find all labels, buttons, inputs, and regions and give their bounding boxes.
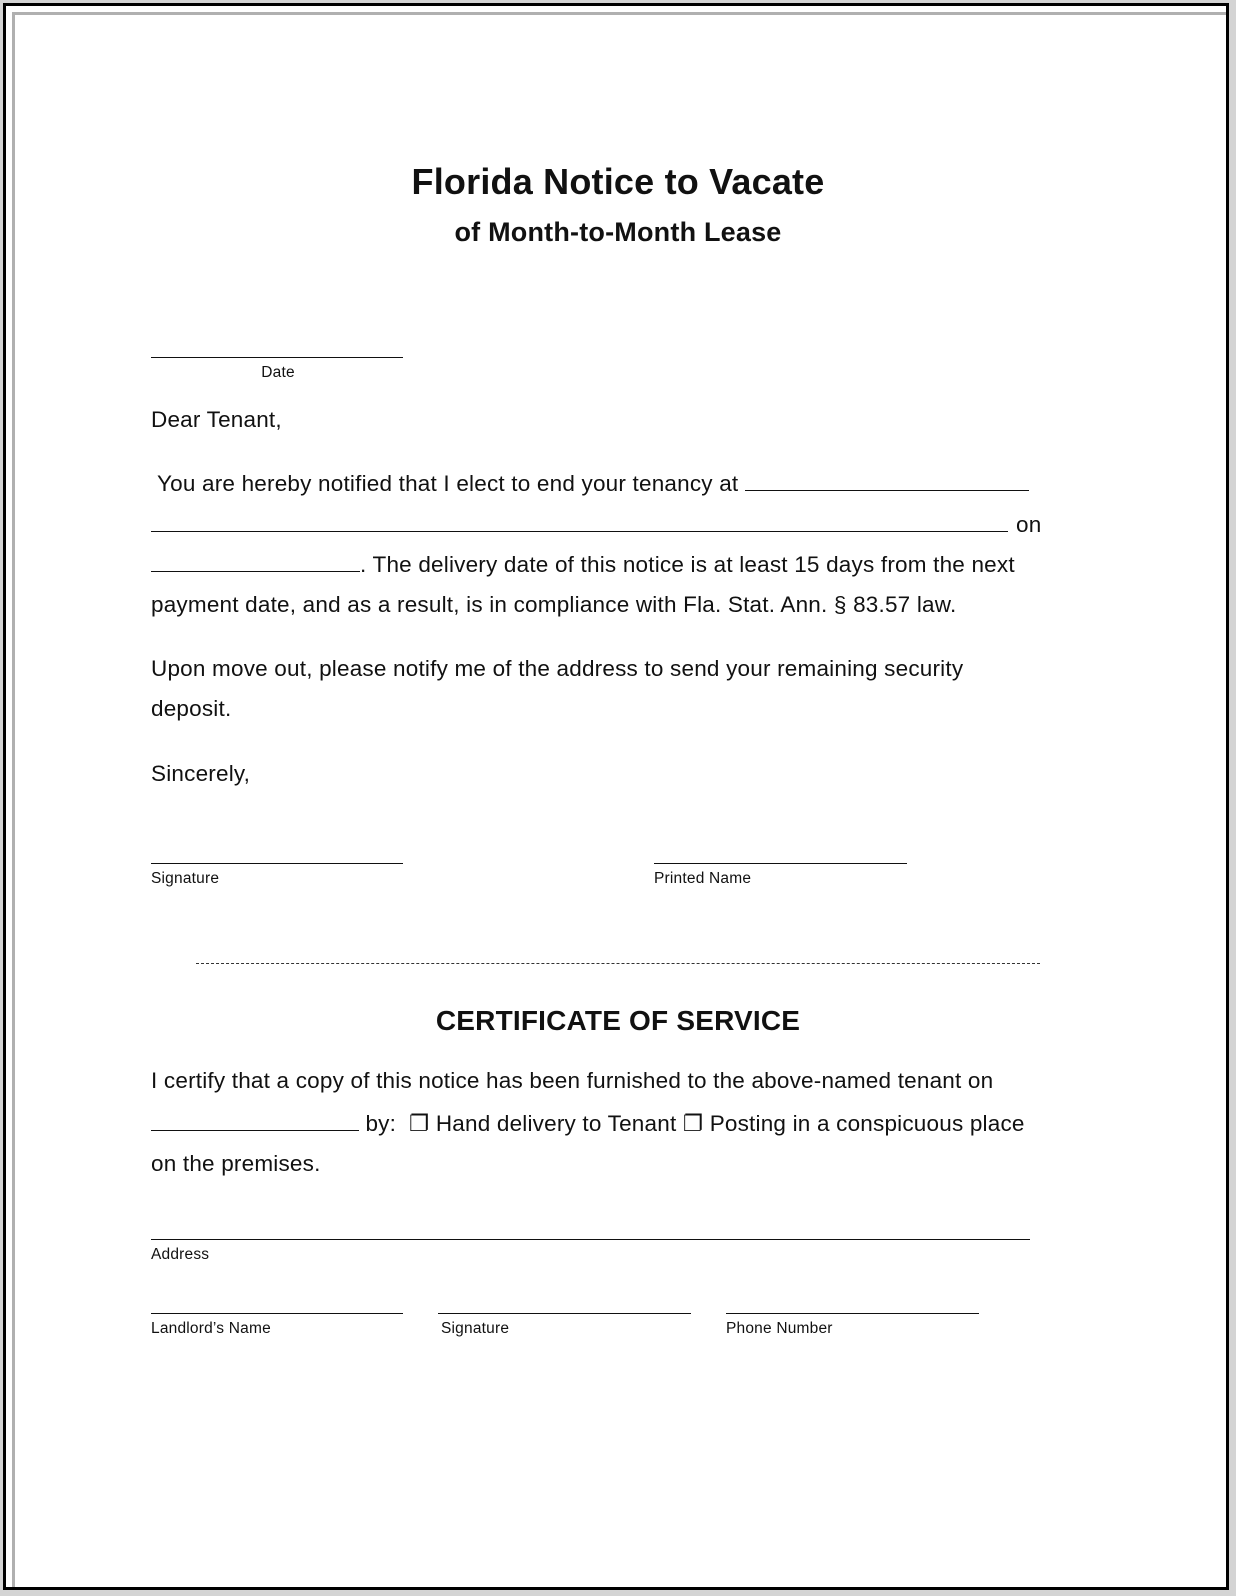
cut-divider <box>196 963 1040 964</box>
para1-line3-text: . The delivery date of this notice is at least 15 days from the next <box>360 552 1015 577</box>
certificate-heading: CERTIFICATE OF SERVICE <box>435 1005 801 1036</box>
address-blank-line2[interactable] <box>151 531 1008 532</box>
certificate-by: by: <box>365 1111 397 1136</box>
certificate-line1: I certify that a copy of this notice has been furnished to the above-named tenant on <box>151 1068 994 1093</box>
closing: Sincerely, <box>151 761 251 786</box>
checkbox-posting-icon[interactable]: ❐ <box>682 1111 704 1136</box>
landlord-name-line[interactable] <box>151 1313 403 1314</box>
para1-line1-text: You are hereby notified that I elect to end your tenancy at <box>157 471 739 496</box>
end-date-blank[interactable] <box>151 551 360 572</box>
para2-line2: deposit. <box>151 696 232 721</box>
document-subtitle: of Month-to-Month Lease <box>454 217 782 247</box>
para2-line1: Upon move out, please notify me of the address to send your remaining security <box>151 656 964 681</box>
address-blank[interactable] <box>745 470 1029 491</box>
date-field-line[interactable] <box>151 357 403 358</box>
para1-line3 <box>151 551 1015 579</box>
printed-name-label: Printed Name <box>654 870 752 887</box>
phone-number-label: Phone Number <box>726 1320 833 1337</box>
greeting: Dear Tenant, <box>151 407 282 432</box>
option-posting: Posting in a conspicuous place <box>709 1111 1025 1136</box>
address-label: Address <box>151 1246 210 1263</box>
para1-line1 <box>157 470 1029 498</box>
service-date-blank[interactable] <box>151 1110 359 1131</box>
landlord-signature-label: Signature <box>441 1320 510 1337</box>
signature-label: Signature <box>151 870 220 887</box>
printed-name-line[interactable] <box>654 863 907 864</box>
certificate-line3: on the premises. <box>151 1151 321 1176</box>
document-title: Florida Notice to Vacate <box>411 161 825 202</box>
landlord-signature-line[interactable] <box>438 1313 691 1314</box>
certificate-line2 <box>151 1110 1025 1138</box>
signature-line[interactable] <box>151 863 403 864</box>
landlord-name-label: Landlord’s Name <box>151 1320 271 1337</box>
address-line[interactable] <box>151 1239 1030 1240</box>
para1-line4: payment date, and as a result, is in compliance with Fla. Stat. Ann. § 83.57 law. <box>151 592 957 617</box>
date-label: Date <box>261 364 295 381</box>
checkbox-hand-delivery-icon[interactable]: ❐ <box>408 1111 430 1136</box>
para1-on: on <box>1016 512 1042 537</box>
phone-number-line[interactable] <box>726 1313 979 1314</box>
option-hand-delivery: Hand delivery to Tenant <box>435 1111 677 1136</box>
